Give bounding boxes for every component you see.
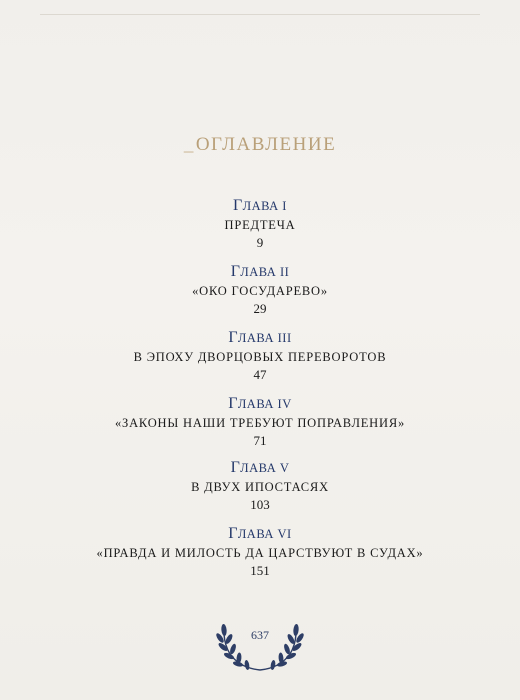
chapter-title: «ОКО ГОСУДАРЕВО» <box>192 284 328 298</box>
page-number: 637 <box>251 628 269 642</box>
top-rule <box>40 14 480 15</box>
chapter-page-number: 103 <box>250 497 270 512</box>
chapter-page-number: 47 <box>253 367 267 382</box>
page-title <box>0 134 520 156</box>
chapter-label: ГЛАВА IV <box>228 395 292 412</box>
toc-entry[interactable] <box>0 196 520 262</box>
table-of-contents <box>0 196 520 590</box>
chapter-label: ГЛАВА III <box>228 329 292 346</box>
chapter-title: ПРЕДТЕЧА <box>224 218 296 232</box>
toc-entry[interactable] <box>0 328 520 394</box>
toc-entry[interactable] <box>0 524 520 590</box>
chapter-title: «ПРАВДА И МИЛОСТЬ ДА ЦАРСТВУЮТ В СУДАХ» <box>96 546 424 560</box>
chapter-label: ГЛАВА VI <box>228 525 292 542</box>
chapter-page-number: 29 <box>253 301 267 316</box>
chapter-title: «ЗАКОНЫ НАШИ ТРЕБУЮТ ПОПРАВЛЕНИЯ» <box>114 416 406 430</box>
chapter-title: В ЭПОХУ ДВОРЦОВЫХ ПЕРЕВОРОТОВ <box>133 350 387 364</box>
toc-entry[interactable] <box>0 262 520 328</box>
chapter-label: ГЛАВА I <box>233 197 287 214</box>
title-text: ОГЛАВЛЕНИЕ <box>195 134 337 155</box>
toc-entry[interactable] <box>0 394 520 458</box>
chapter-label: ГЛАВА II <box>230 263 290 280</box>
chapter-page-number: 9 <box>256 235 264 250</box>
title-dash: _ <box>183 134 195 155</box>
laurel-wreath-icon <box>210 612 310 674</box>
chapter-label: ГЛАВА V <box>230 459 290 476</box>
chapter-page-number: 151 <box>250 563 270 578</box>
chapter-page-number: 71 <box>253 433 267 448</box>
toc-entry[interactable] <box>0 458 520 524</box>
chapter-title: В ДВУХ ИПОСТАСЯХ <box>191 480 329 494</box>
